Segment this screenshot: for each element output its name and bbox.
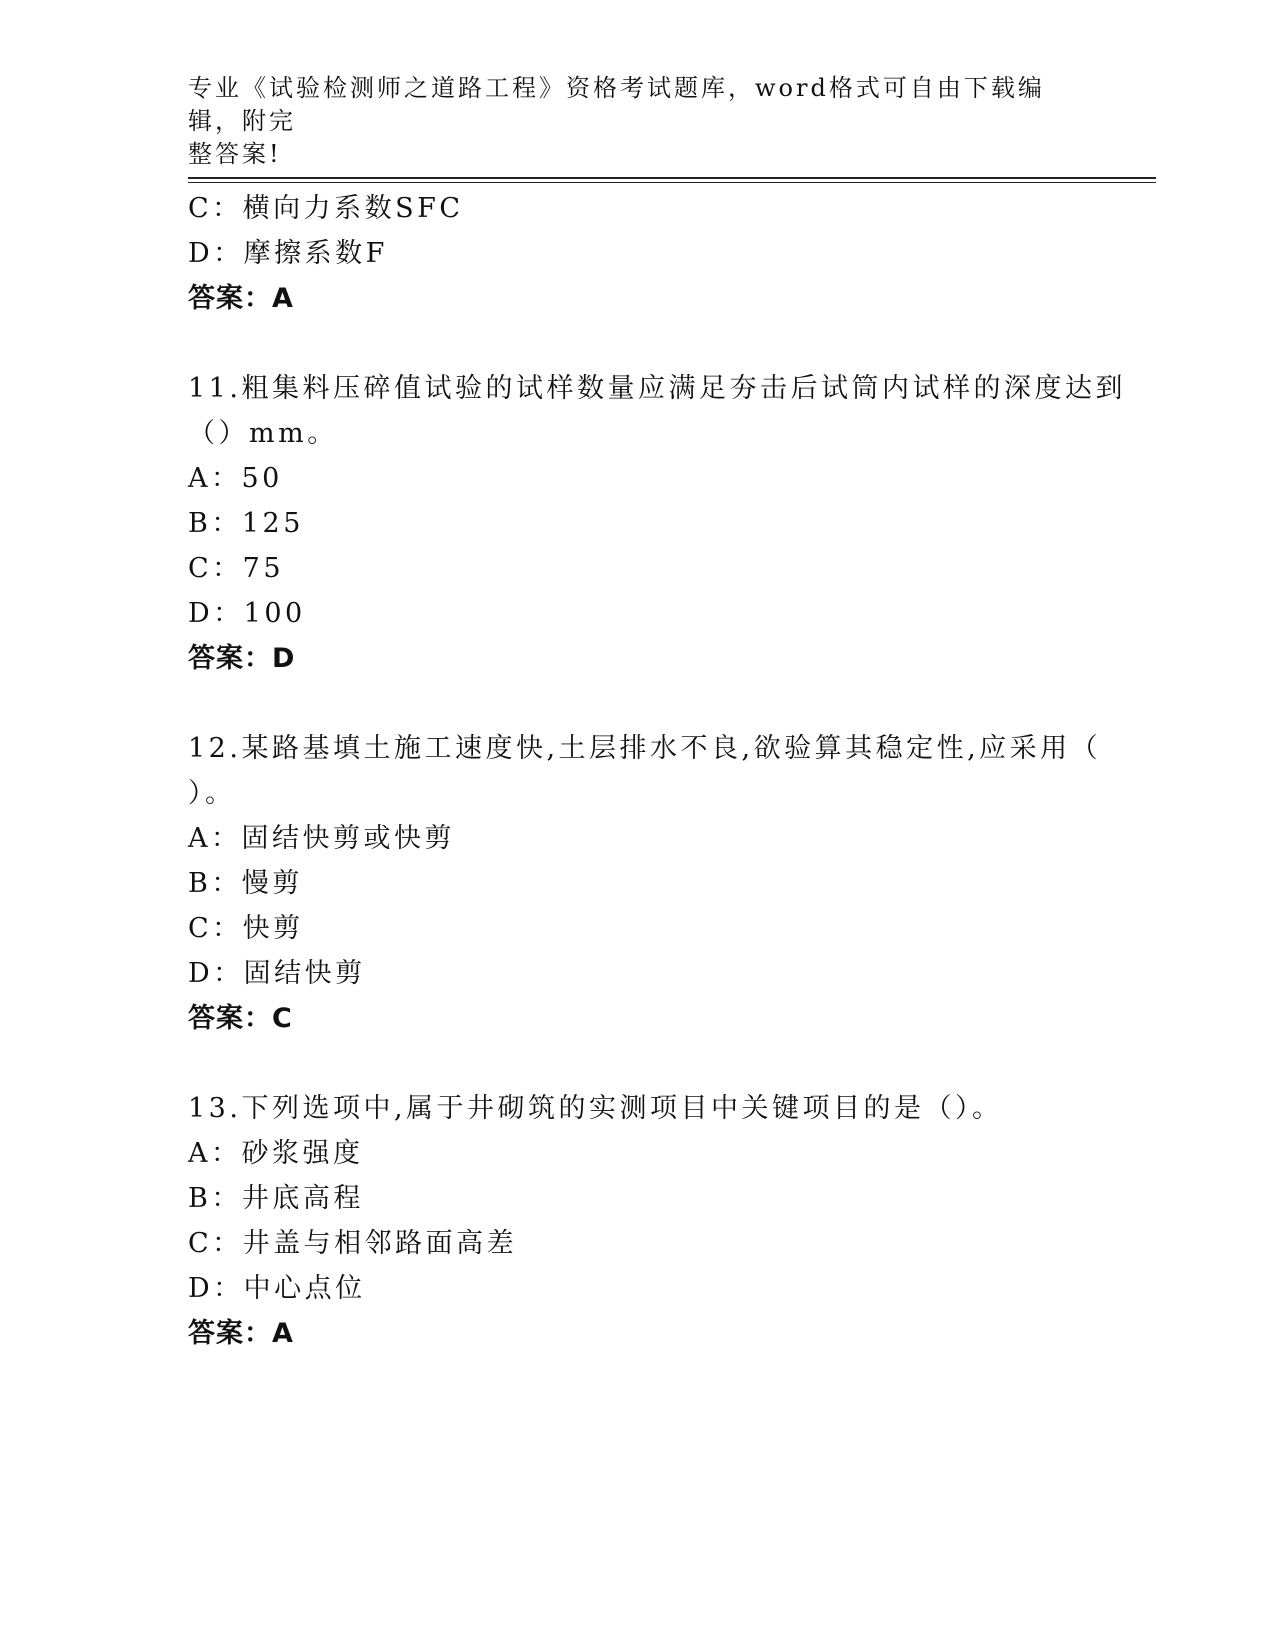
q11-option-b: B：125 <box>188 508 304 539</box>
q12-option-d: D：固结快剪 <box>188 958 366 989</box>
q13-option-a: A：砂浆强度 <box>188 1138 364 1169</box>
q13-stem-line-1: 13.下列选项中,属于井砌筑的实测项目中关键项目的是（）。 <box>188 1093 1003 1124</box>
header-line-1: 专业《试验检测师之道路工程》资格考试题库，word格式可自由下载编辑，附完 <box>188 74 1045 135</box>
q13-option-d: D：中心点位 <box>188 1273 366 1304</box>
q13-answer: 答案：A <box>188 1318 294 1349</box>
q12-option-a: A：固结快剪或快剪 <box>188 823 455 854</box>
q11-option-d: D：100 <box>188 598 306 629</box>
q11-stem-line-1: 11.粗集料压碎值试验的试样数量应满足夯击后试筒内试样的深度达到 <box>188 373 1126 404</box>
document-header <box>188 72 1088 171</box>
q13-option-b: B：井底高程 <box>188 1183 364 1214</box>
q11-option-a: A：50 <box>188 463 283 494</box>
q11-option-c: C：75 <box>188 553 285 584</box>
q11-stem-line-2: （）mm。 <box>188 418 338 449</box>
q10-option-c: C：横向力系数SFC <box>188 193 464 224</box>
q12-option-c: C：快剪 <box>188 913 304 944</box>
header-divider-thin <box>188 182 1156 183</box>
q12-stem-line-2: ）。 <box>188 778 236 809</box>
header-line-2: 整答案! <box>188 140 282 168</box>
header-divider-thick <box>188 177 1156 179</box>
q13-option-c: C：井盖与相邻路面高差 <box>188 1228 518 1259</box>
q12-stem-line-1: 12.某路基填土施工速度快,土层排水不良,欲验算其稳定性,应采用（ <box>188 733 1102 764</box>
q12-answer: 答案：C <box>188 1003 293 1034</box>
q10-option-d: D：摩擦系数F <box>188 238 388 269</box>
q10-answer: 答案：A <box>188 283 294 314</box>
q12-option-b: B：慢剪 <box>188 868 303 899</box>
q11-answer: 答案：D <box>188 643 296 674</box>
